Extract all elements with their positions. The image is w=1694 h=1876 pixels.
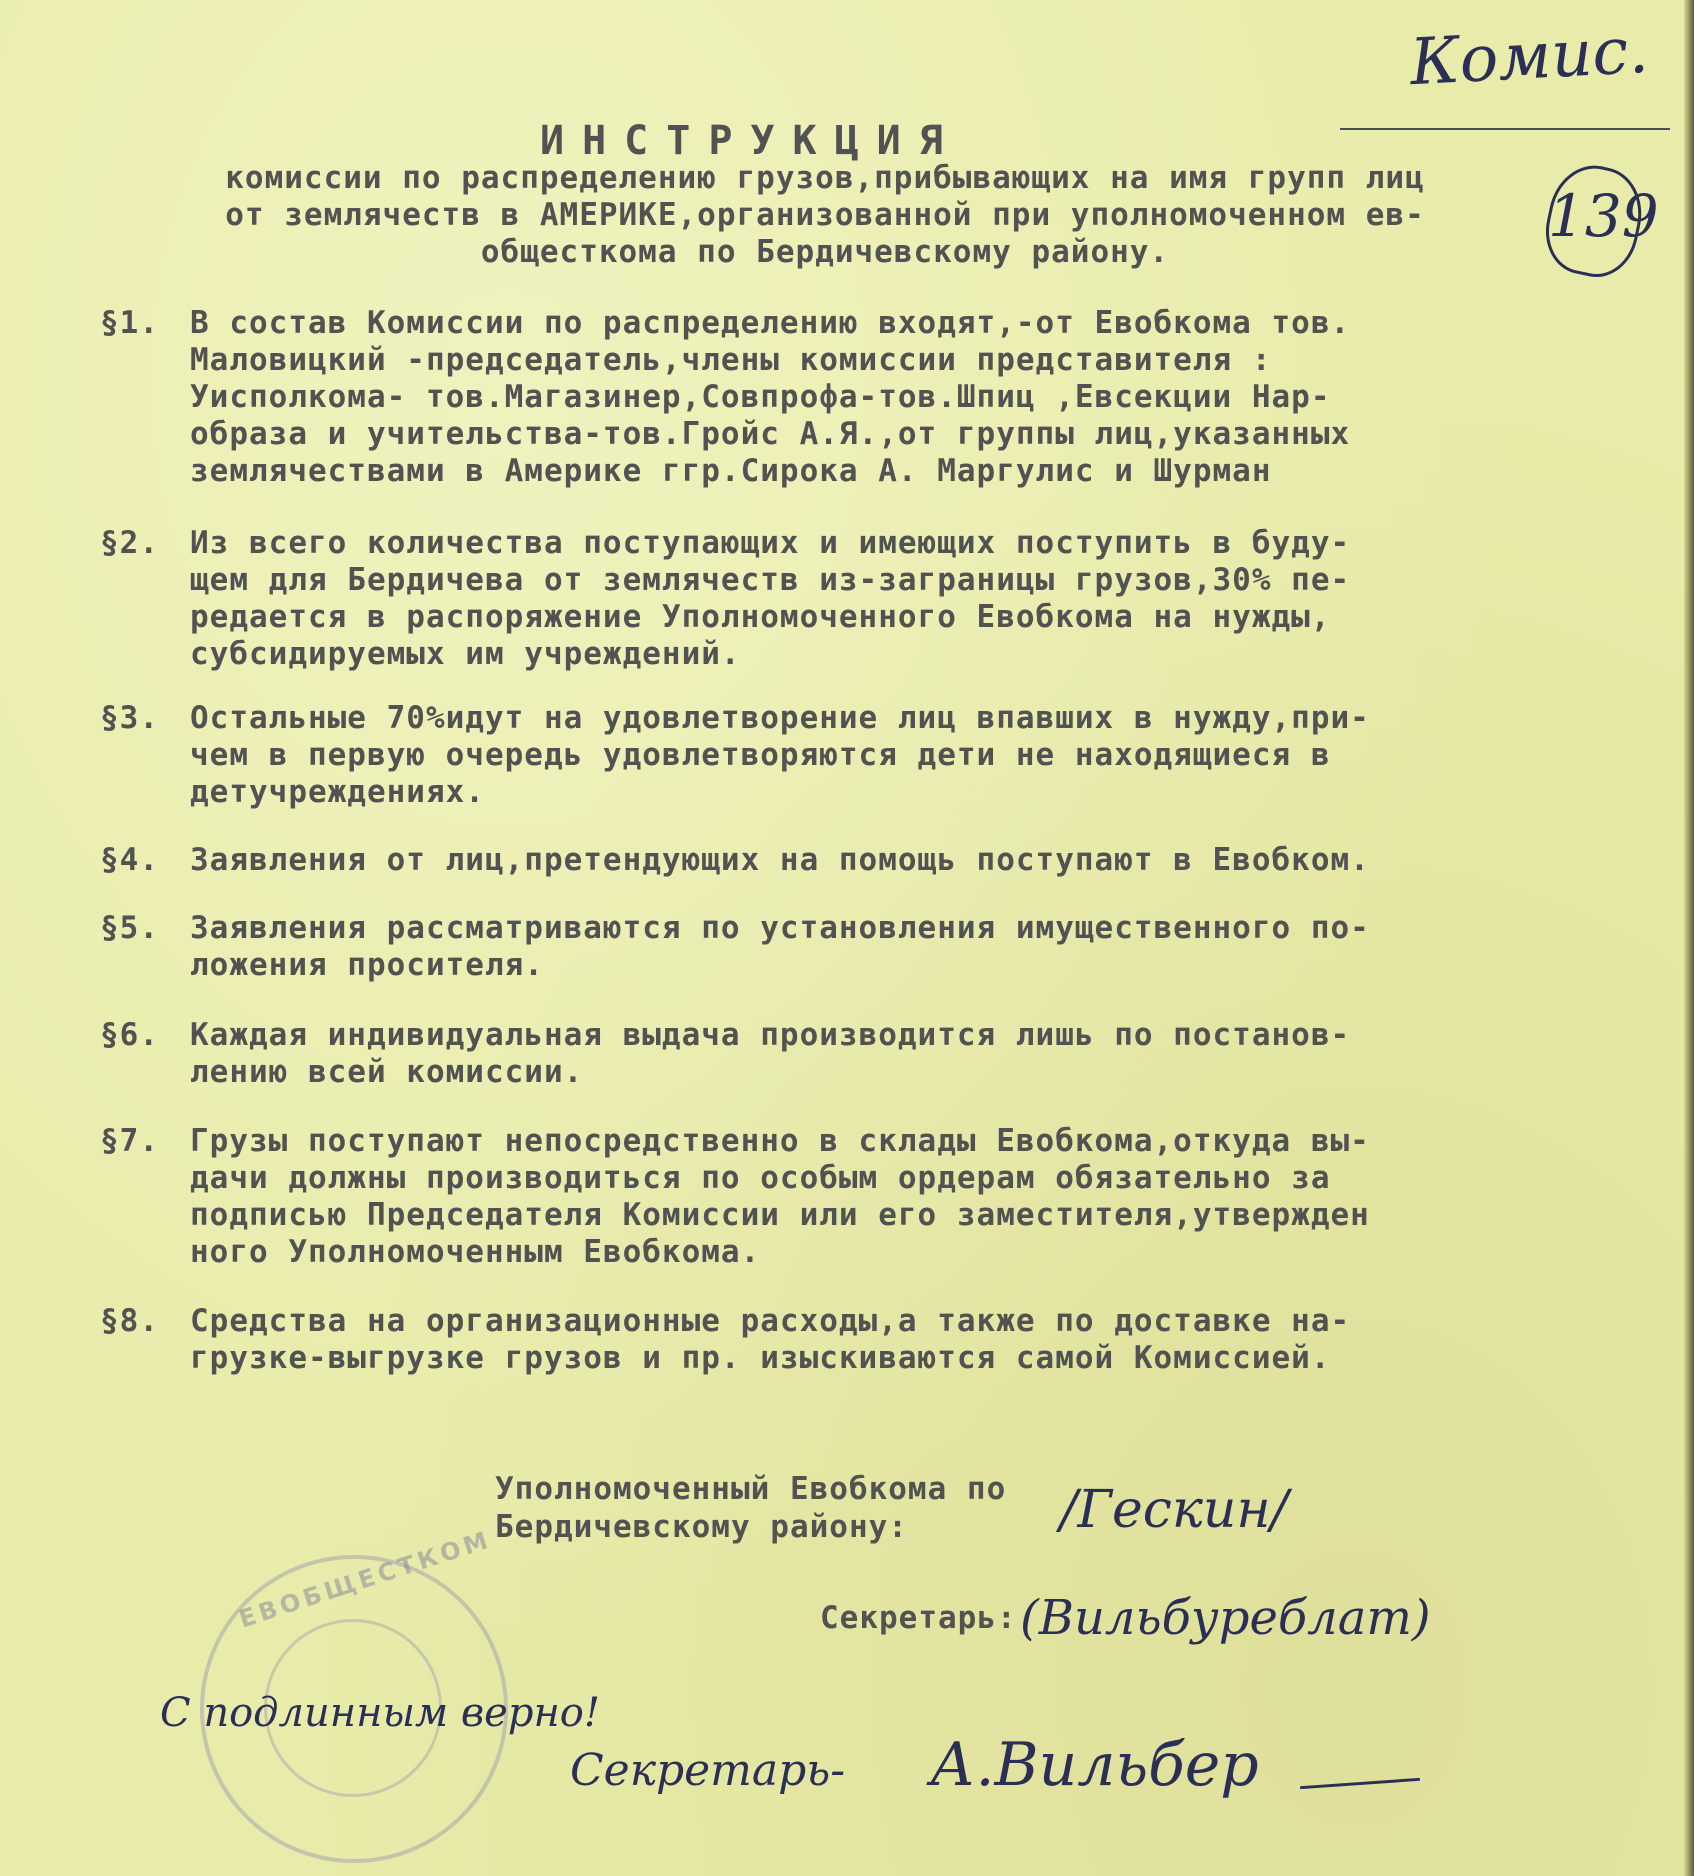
section-line: лению всей комиссии.: [190, 1054, 584, 1090]
authorized-signature: /Гескин/: [1060, 1480, 1289, 1540]
section-line: В состав Комиссии по распределению входят,-от Евобкома тов.: [190, 305, 1351, 341]
section-line: Заявления от лиц,претендующих на помощь поступают в Евобком.: [190, 842, 1370, 878]
section-body: [190, 700, 1620, 811]
subtitle-line: общесткома по Бердичевскому району.: [480, 234, 1170, 270]
authorized-signatory-block: [495, 1470, 1095, 1546]
section-body: [190, 525, 1620, 673]
section-line: подписью Председателя Комиссии или его заместителя,утвержден: [190, 1197, 1370, 1233]
section-body: [190, 1303, 1620, 1377]
section-line: образа и учительства-тов.Гройс А.Я.,от группы лиц,указанных: [190, 416, 1351, 452]
section-number: §8.: [100, 1303, 159, 1339]
section-line: ного Уполномоченным Евобкома.: [190, 1234, 761, 1270]
signatory-line: Уполномоченный Евобкома по: [495, 1471, 1007, 1507]
corner-underline: [1340, 128, 1670, 130]
signature-stroke: [1300, 1778, 1420, 1789]
section-number: §2.: [100, 525, 159, 561]
stamp-text: ЕВОБЩЕСТКОМ: [235, 1525, 495, 1634]
section-number: §5.: [100, 910, 159, 946]
secretary-label: Секретарь:: [820, 1600, 1017, 1636]
section-line: детучреждениях.: [190, 774, 485, 810]
section-number: §3.: [100, 700, 159, 736]
section-line: землячествами в Америке ггр.Сирока А. Маргулис и Шурман: [190, 453, 1272, 489]
section-line: ложения просителя.: [190, 947, 544, 983]
section-number: §1.: [100, 305, 159, 341]
document-subtitle: [100, 160, 1550, 271]
handwritten-secretary-label: Секретарь-: [570, 1745, 846, 1796]
section-line: Каждая индивидуальная выдача производится лишь по постанов-: [190, 1017, 1351, 1053]
handwritten-corner-note: Комис.: [1408, 13, 1651, 101]
section-line: чем в первую очередь удовлетворяются дети не находящиеся в: [190, 737, 1331, 773]
page-number: 139: [1548, 166, 1640, 276]
section-line: дачи должны производиться по особым ордерам обязательно за: [190, 1160, 1331, 1196]
section-number: §7.: [100, 1123, 159, 1159]
section-line: Уисполкома- тов.Магазинер,Совпрофа-тов.Шпиц ,Евсекции Нар-: [190, 379, 1331, 415]
section-line: Из всего количества поступающих и имеющих поступить в буду-: [190, 525, 1351, 561]
section-number: §4.: [100, 842, 159, 878]
section-number: §6.: [100, 1017, 159, 1053]
handwritten-signature: А.Вильбер: [930, 1730, 1259, 1800]
section-line: редается в распоряжение Уполномоченного Евобкома на нужды,: [190, 599, 1331, 635]
section-body: [190, 842, 1620, 879]
signatory-line: Бердичевскому району:: [495, 1509, 908, 1545]
section-body: [190, 1123, 1620, 1271]
document-title: ИНСТРУКЦИЯ: [540, 118, 961, 164]
section-line: грузке-выгрузке грузов и пр. изыскиваются самой Комиссией.: [190, 1340, 1331, 1376]
section-line: Заявления рассматриваются по установления имущественного по-: [190, 910, 1370, 946]
section-line: Грузы поступают непосредственно в склады Евобкома,откуда вы-: [190, 1123, 1370, 1159]
section-line: Маловицкий -председатель,члены комиссии представителя :: [190, 342, 1272, 378]
section-line: щем для Бердичева от землячеств из-заграницы грузов,30% пе-: [190, 562, 1351, 598]
section-line: субсидируемых им учреждений.: [190, 636, 741, 672]
subtitle-line: комиссии по распределению грузов,прибывающих на имя групп лиц: [225, 160, 1425, 196]
subtitle-line: от землячеств в АМЕРИКЕ,организованной при уполномоченном ев-: [225, 197, 1425, 233]
section-body: [190, 305, 1620, 490]
section-body: [190, 1017, 1620, 1091]
secretary-signature: (Вильбуреблат): [1020, 1590, 1431, 1646]
section-line: Остальные 70%идут на удовлетворение лиц впавших в нужду,при-: [190, 700, 1370, 736]
section-line: Средства на организационные расходы,а также по доставке на-: [190, 1303, 1351, 1339]
handwritten-certification-note: С подлинным верно!: [160, 1690, 600, 1736]
section-body: [190, 910, 1620, 984]
